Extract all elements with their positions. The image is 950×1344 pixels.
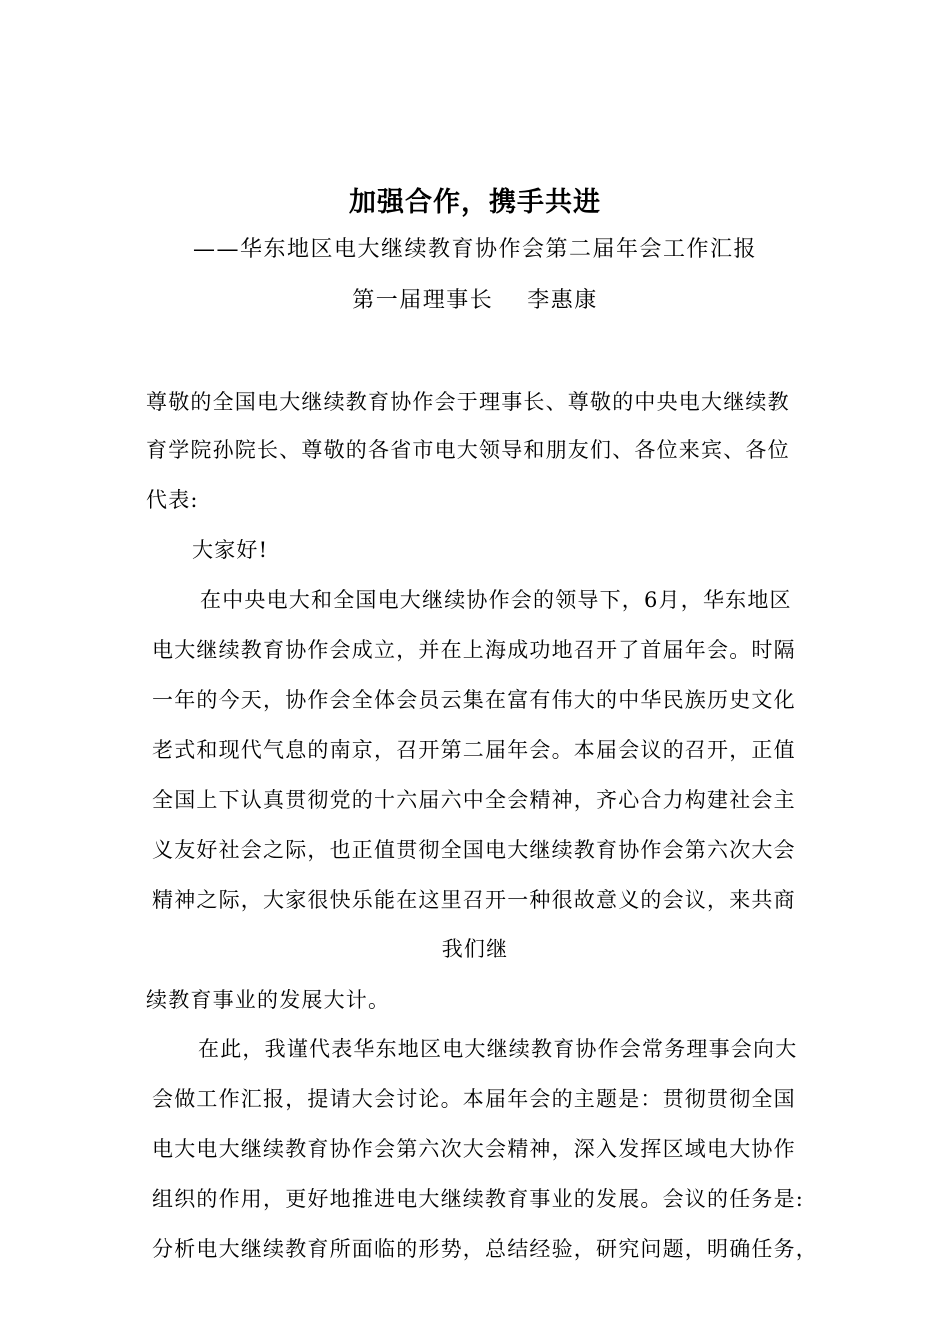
paragraph-line: 我们继	[441, 937, 509, 961]
document-title: 加强合作，携手共进	[349, 187, 601, 218]
paragraph-line: 尊敬的全国电大继续教育协作会于理事长、尊敬的中央电大继续教	[146, 390, 790, 414]
paragraph-line: 会做工作汇报，提请大会讨论。本届年会的主题是：贯彻贯彻全国	[152, 1087, 796, 1111]
paragraph-line: 老式和现代气息的南京，召开第二届年会。本届会议的召开，正值	[152, 738, 796, 762]
paragraph-line: 义友好社会之际，也正值贯彻全国电大继续教育协作会第六次大会	[152, 838, 796, 862]
paragraph-line: 一年的今天，协作会全体会员云集在富有伟大的中华民族历史文化	[152, 688, 796, 712]
paragraph-line: 精神之际，大家很快乐能在这里召开一种很故意义的会议，来共商	[152, 888, 796, 912]
paragraph-line: 续教育事业的发展大计。	[146, 988, 391, 1012]
paragraph-line: 在中央电大和全国电大继续协作会的领导下，6月，华东地区	[200, 588, 792, 612]
document-author: 第一届理事长 李惠康	[352, 288, 598, 313]
paragraph-line: 在此，我谨代表华东地区电大继续教育协作会常务理事会向大	[198, 1037, 798, 1061]
paragraph-line: 育学院孙院长、尊敬的各省市电大领导和朋友们、各位来宾、各位	[146, 438, 790, 462]
paragraph-line: 代表:	[146, 488, 199, 512]
paragraph-line: 全国上下认真贯彻党的十六届六中全会精神，齐心合力构建社会主	[152, 788, 796, 812]
paragraph-line: 分析电大继续教育所面临的形势，总结经验，研究问题，明确任务，	[152, 1237, 818, 1261]
greeting-line: 大家好!	[192, 538, 269, 562]
document-subtitle: ——华东地区电大继续教育协作会第二届年会工作汇报	[192, 237, 757, 262]
paragraph-line: 电大电大继续教育协作会第六次大会精神，深入发挥区域电大协作	[152, 1137, 796, 1161]
paragraph-line: 组织的作用，更好地推进电大继续教育事业的发展。会议的任务是:	[152, 1187, 805, 1211]
paragraph-line: 电大继续教育协作会成立，并在上海成功地召开了首届年会。时隔	[152, 638, 796, 662]
